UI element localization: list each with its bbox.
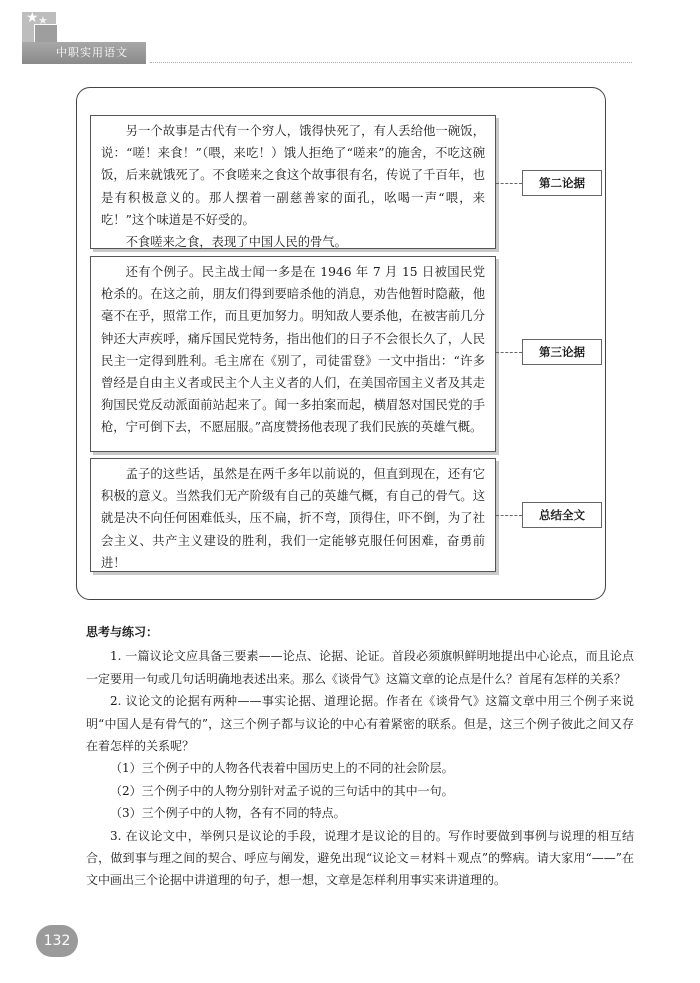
option-1: （1）三个例子中的人物各代表着中国历史上的不同的社会阶层。: [110, 761, 454, 776]
question-2: 2. 议论文的论据有两种——事实论据、道理论据。作者在《谈骨气》这篇文章中用三个例子来说明“中国人是有骨气的”，这三个例子都与议论的中心有着紧密的联系。但是，这三个例子彼此之间又存在着怎样的关系呢？: [86, 694, 634, 754]
argument-tag: 第三论据: [522, 339, 602, 365]
page-number: 132: [36, 925, 78, 957]
connector-dash: [496, 515, 522, 516]
paragraph: 另一个故事是古代有一个穷人，饿得快死了，有人丢给他一碗饭，说：“嗟！来食！”（喂，来吃！）饿人拒绝了“嗟来”的施舍，不吃这碗饭，后来就饿死了。不食嗟来之食这个故事很有名，传说了千百年，也是有积极意义的。那人摆着一副慈善家的面孔，吆喝一声“喂，来吃！”这个味道是不好受的。: [101, 124, 485, 227]
paragraph: 不食嗟来之食，表现了中国人民的骨气。: [125, 235, 347, 250]
book-title-banner: 中职实用语文: [22, 42, 146, 64]
conclusion-box: [90, 458, 496, 572]
question-3: 3. 在议论文中，举例只是议论的手段，说理才是议论的目的。写作时要做到事例与说理的相互结合，做到事与理之间的契合、呼应与阐发，避免出现“议论文＝材料＋观点”的弊病。请大家用“——”在文中画出三个论据中讲道理的句子，想一想，文章是怎样利用事实来讲道理的。: [86, 828, 634, 888]
exercises-section: [86, 621, 634, 892]
paragraph: 还有个例子。民主战士闻一多是在 1946 年 7 月 15 日被国民党枪杀的。在这之前，朋友们得到要暗杀他的消息，劝告他暂时隐蔽，他毫不在乎，照常工作，而且更加努力。明知敌人要杀他，在被害前几分钟还大声疾呼，痛斥国民党特务，指出他们的日子不会很长久了，人民民主一定得到胜利。毛主席在《别了，司徒雷登》一文中指出：“许多曾经是自由主义者或民主个人主义者的人们，在美国帝国主义者及其走狗国民党反动派面前站起来了。闻一多拍案而起，横眉怒对国民党的手枪，宁可倒下去，不愿屈服。”高度赞扬他表现了我们民族的英雄气概。: [101, 265, 485, 435]
connector-dash: [496, 352, 522, 353]
header-dotted-rule: [150, 62, 632, 63]
conclusion-tag: 总结全文: [522, 502, 602, 528]
option-3: （3）三个例子中的人物，各有不同的特点。: [110, 806, 346, 821]
argument-box-2: [90, 115, 496, 249]
star-icon-small: ★: [38, 14, 48, 27]
paragraph: 孟子的这些话，虽然是在两千多年以前说的，但直到现在，还有它积极的意义。当然我们无产阶级有自己的英雄气概，有自己的骨气。这就是决不向任何困难低头，压不扁，折不弯，顶得住，吓不倒，为了社会主义、共产主义建设的胜利，我们一定能够克服任何困难，奋勇前进！: [101, 467, 485, 570]
argument-box-3: [90, 256, 496, 452]
star-icon: ★: [26, 10, 39, 26]
exercises-heading: 思考与练习：: [86, 625, 159, 639]
connector-dash: [496, 183, 522, 184]
argument-tag: 第二论据: [522, 170, 602, 196]
option-2: （2）三个例子中的人物分别针对孟子说的三句话中的其中一句。: [110, 783, 454, 798]
question-1: 1. 一篇议论文应具备三要素——论点、论据、论证。首段必须旗帜鲜明地提出中心论点，而且论点一定要用一句或几句话明确地表述出来。那么《谈骨气》这篇文章的论点是什么？首尾有怎样的关系？: [86, 649, 634, 686]
